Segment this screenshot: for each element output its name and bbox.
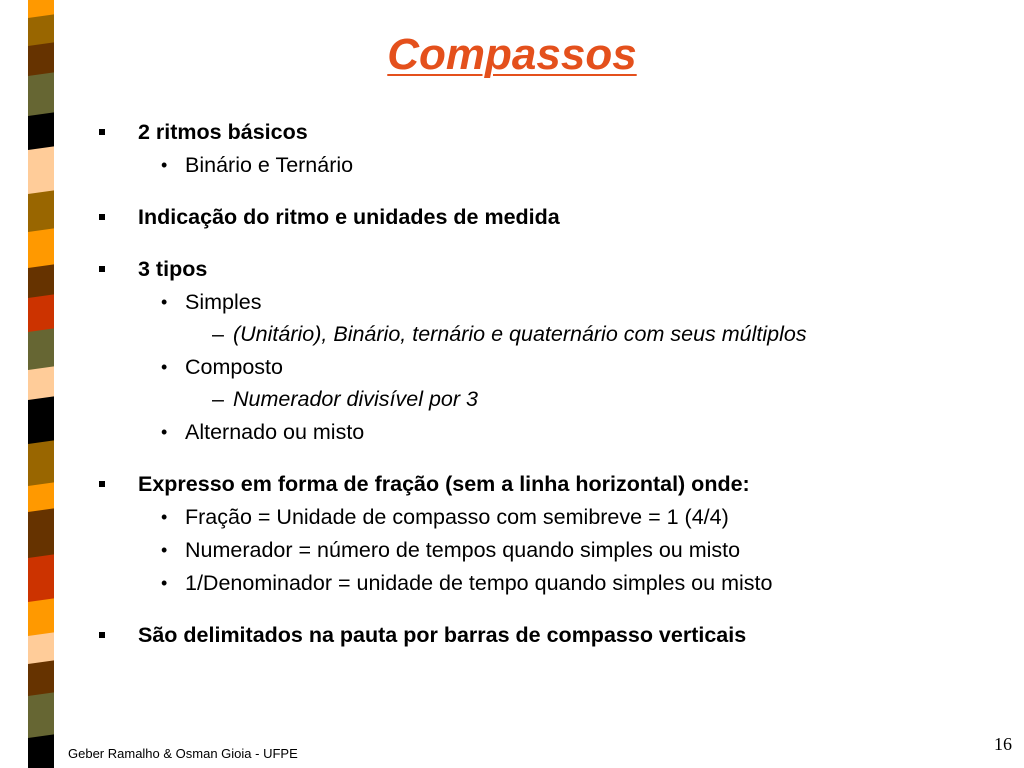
sub-bullet-item [96,286,996,318]
dot-bullet-icon: • [161,422,168,442]
sub-bullet-item [96,416,996,448]
sub-bullet-text: Alternado ou misto [185,420,365,444]
dot-bullet-icon: • [161,507,168,527]
square-bullet-icon [99,481,105,487]
stripe-block [28,396,54,446]
stripe-block [28,328,54,372]
bullet-text: 2 ritmos básicos [138,120,308,144]
bullet-text: Expresso em forma de fração (sem a linha horizontal) onde: [138,472,750,496]
square-bullet-icon [99,214,105,220]
bullet-item [96,116,996,148]
sub-bullet-text: Simples [185,290,262,314]
sub-bullet-text: Composto [185,355,283,379]
sub-sub-bullet-text: Numerador divisível por 3 [233,387,478,411]
bullet-item [96,619,996,651]
footer-credit: Geber Ramalho & Osman Gioia - UFPE [68,746,298,761]
bullet-text: 3 tipos [138,257,208,281]
square-bullet-icon [99,129,105,135]
stripe-block [28,692,54,740]
dot-bullet-icon: • [161,155,168,175]
sub-sub-bullet-item [96,383,996,415]
sub-bullet-item [96,351,996,383]
dash-bullet-icon: – [212,322,224,346]
square-bullet-icon [99,632,105,638]
stripe-block [28,508,54,560]
bullet-text: São delimitados na pauta por barras de compasso verticais [138,623,747,647]
stripe-block [28,228,54,270]
stripe-block [28,554,54,604]
page-number: 16 [994,734,1012,754]
sub-bullet-text: Fração = Unidade de compasso com semibreve = 1 (4/4) [185,505,729,529]
stripe-block [28,146,54,196]
bullet-list [96,116,996,651]
slide-title: Compassos [387,30,637,79]
bullet-text: Indicação do ritmo e unidades de medida [138,205,560,229]
stripe-block [28,190,54,234]
sub-bullet-text: Binário e Ternário [185,153,354,177]
sub-bullet-text: 1/Denominador = unidade de tempo quando simples ou misto [185,571,773,595]
sub-sub-bullet-item [96,318,996,350]
decorative-stripe [28,0,54,768]
sub-bullet-text: Numerador = número de tempos quando simples ou misto [185,538,741,562]
dash-bullet-icon: – [212,387,224,411]
dot-bullet-icon: • [161,357,168,377]
dot-bullet-icon: • [161,573,168,593]
sub-bullet-item [96,149,996,181]
dot-bullet-icon: • [161,540,168,560]
bullet-item [96,201,996,233]
square-bullet-icon [99,266,105,272]
stripe-block [28,440,54,488]
stripe-block [28,734,54,768]
sub-bullet-item [96,501,996,533]
sub-bullet-item [96,567,996,599]
bullet-item [96,253,996,285]
dot-bullet-icon: • [161,292,168,312]
sub-bullet-item [96,534,996,566]
bullet-item [96,468,996,500]
sub-sub-bullet-text: (Unitário), Binário, ternário e quaternário com seus múltiplos [233,322,807,346]
